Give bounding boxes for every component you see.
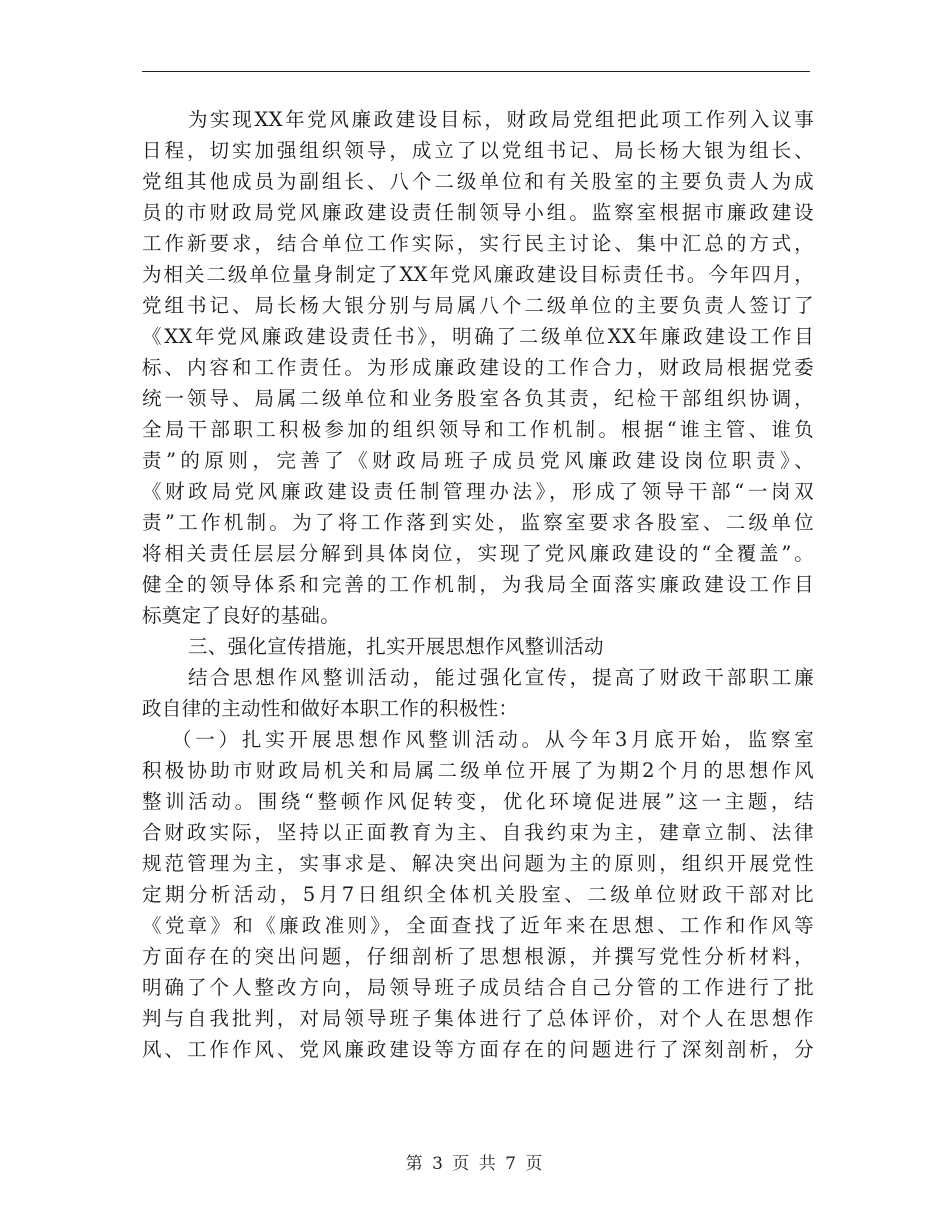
text-line: 积极协助市财政局机关和局属二级单位开展了为期2个月的思想作风 [142,759,814,782]
text-line: 党组其他成员为副组长、八个二级单位和有关股室的主要负责人为成 [142,170,814,193]
text-line: 整训活动。围绕“整顿作风促转变，优化环境促进展”这一主题，结 [142,790,814,813]
text-line: 结合思想作风整训活动，能过强化宣传，提高了财政干部职工廉 [188,666,814,689]
text-line: 方面存在的突出问题，仔细剖析了思想根源，并撰写党性分析材料， [142,945,814,968]
text-line: 规范管理为主，实事求是、解决突出问题为主的原则，组织开展党性 [142,852,814,875]
text-line: （一）扎实开展思想作风整训活动。从今年3月底开始，监察室 [172,728,814,751]
text-line: 三、强化宣传措施，扎实开展思想作风整训活动 [188,635,604,658]
text-line: 判与自我批判，对局领导班子集体进行了总体评价，对个人在思想作 [142,1007,814,1030]
text-line: 《财政局党风廉政建设责任制管理办法》，形成了领导干部“一岗双 [142,480,814,503]
text-line: 合财政实际，坚持以正面教育为主、自我约束为主，建章立制、法律 [142,821,814,844]
text-line: 健全的领导体系和完善的工作机制，为我局全面落实廉政建设工作目 [142,573,814,596]
text-line: 标、内容和工作责任。为形成廉政建设的工作合力，财政局根据党委 [142,356,814,379]
text-line: 标奠定了良好的基础。 [142,604,341,627]
page-footer: 第 3 页 共 7 页 [405,1154,545,1174]
text-line: 明确了个人整改方向，局领导班子成员结合自己分管的工作进行了批 [142,976,814,999]
text-line: 《XX年党风廉政建设责任书》，明确了二级单位XX年廉政建设工作目 [142,325,814,348]
text-line: 党组书记、局长杨大银分别与局属八个二级单位的主要负责人签订了 [142,294,814,317]
text-line: 全局干部职工积极参加的组织领导和工作机制。根据“谁主管、谁负 [142,418,814,441]
text-line: 为相关二级单位量身制定了XX年党风廉政建设目标责任书。今年四月， [142,263,814,286]
text-line: 将相关责任层层分解到具体岗位，实现了党风廉政建设的“全覆盖”。 [142,542,814,565]
text-line: 责”的原则，完善了《财政局班子成员党风廉政建设岗位职责》、 [142,449,814,472]
text-line: 工作新要求，结合单位工作实际，实行民主讨论、集中汇总的方式， [142,232,814,255]
document-body [142,104,814,1065]
text-line: 统一领导、局属二级单位和业务股室各负其责，纪检干部组织协调， [142,387,814,410]
text-line: 日程，切实加强组织领导，成立了以党组书记、局长杨大银为组长、 [142,139,814,162]
text-line: 《党章》和《廉政准则》，全面查找了近年来在思想、工作和作风等 [142,914,814,937]
text-line: 政自律的主动性和做好本职工作的积极性： [142,697,519,720]
text-line: 员的市财政局党风廉政建设责任制领导小组。监察室根据市廉政建设 [142,201,814,224]
text-line: 风、工作作风、党风廉政建设等方面存在的问题进行了深刻剖析，分 [142,1038,814,1061]
text-line: 定期分析活动，5月7日组织全体机关股室、二级单位财政干部对比 [142,883,814,906]
header-rule [142,71,810,72]
text-line: 责”工作机制。为了将工作落到实处，监察室要求各股室、二级单位 [142,511,814,534]
text-line: 为实现XX年党风廉政建设目标，财政局党组把此项工作列入议事 [188,108,814,131]
